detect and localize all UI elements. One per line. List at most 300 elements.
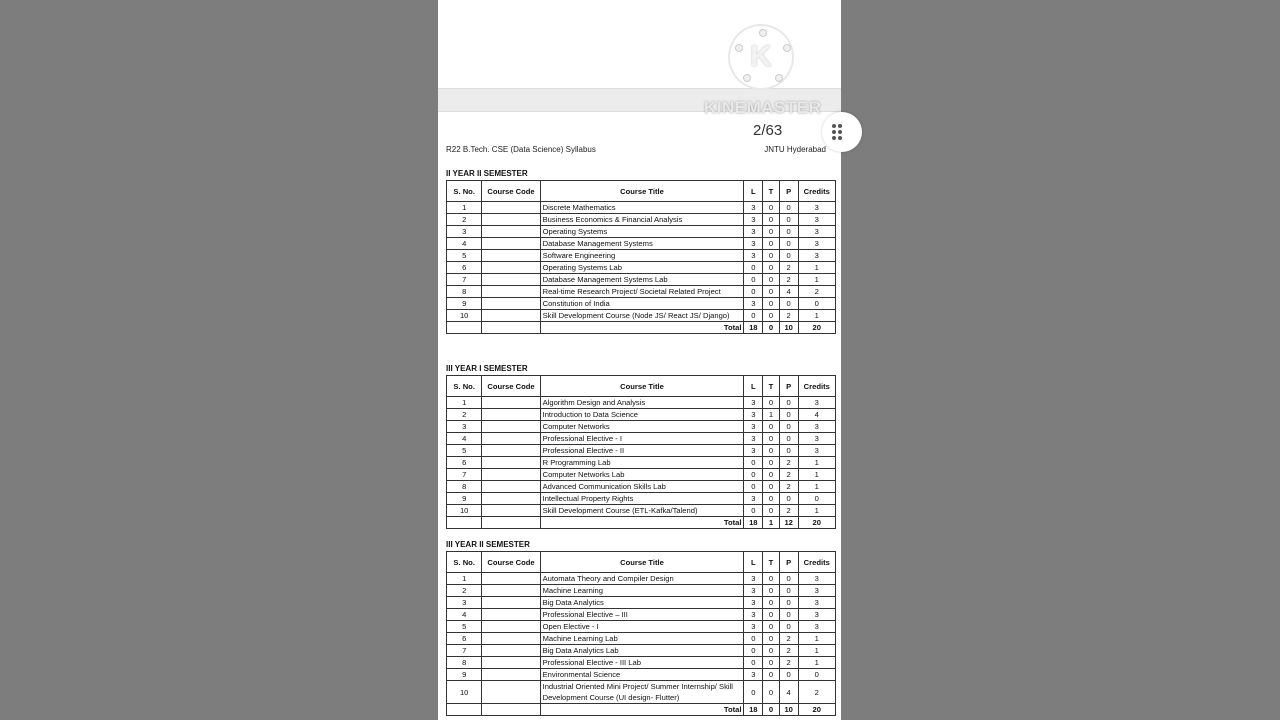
course-table [446,551,836,716]
course-title-cell: Algorithm Design and Analysis [540,397,744,409]
sno-cell: 7 [447,645,482,657]
total-row [447,517,836,529]
total-label: Total [540,704,744,716]
p-cell: 2 [779,274,798,286]
table-row [447,645,836,657]
l-cell: 0 [744,457,763,469]
course-title-cell: Machine Learning [540,585,744,597]
p-cell: 2 [779,310,798,322]
semester-title: II YEAR II SEMESTER [446,169,528,178]
sno-cell: 6 [447,262,482,274]
video-letterbox-right [841,0,1280,720]
t-cell: 0 [763,286,780,298]
t-cell: 0 [763,645,780,657]
credits-cell: 3 [798,433,835,445]
credits-cell: 1 [798,262,835,274]
table-row [447,202,836,214]
total-l: 18 [744,704,763,716]
l-cell: 3 [744,202,763,214]
t-cell: 0 [763,298,780,310]
p-cell: 2 [779,262,798,274]
course-title-cell: Machine Learning Lab [540,633,744,645]
course-code-cell [482,274,540,286]
total-row [447,322,836,334]
t-cell: 0 [763,469,780,481]
t-cell: 0 [763,457,780,469]
credits-cell: 1 [798,481,835,493]
more-dots-icon [832,130,836,134]
course-title-cell: Environmental Science [540,669,744,681]
course-code-header: Course Code [482,552,540,573]
semester-title: III YEAR II SEMESTER [446,540,530,549]
table-row [447,669,836,681]
t-cell: 0 [763,397,780,409]
sno-cell: 5 [447,250,482,262]
table-row [447,433,836,445]
credits-cell: 1 [798,657,835,669]
total-l: 18 [744,322,763,334]
course-title-cell: Operating Systems Lab [540,262,744,274]
l-cell: 0 [744,469,763,481]
course-title-cell: Professional Elective – III [540,609,744,621]
table-row [447,397,836,409]
sno-cell: 7 [447,274,482,286]
t-header: T [763,552,780,573]
table-row [447,505,836,517]
sno-cell: 10 [447,681,482,704]
course-code-cell [482,421,540,433]
course-code-cell [482,573,540,585]
sno-cell: 1 [447,202,482,214]
total-label: Total [540,517,744,529]
p-cell: 2 [779,657,798,669]
course-title-header: Course Title [540,376,744,397]
t-cell: 0 [763,214,780,226]
sno-cell: 2 [447,409,482,421]
course-code-cell [482,681,540,704]
course-title-cell: Automata Theory and Compiler Design [540,573,744,585]
table-row [447,621,836,633]
course-title-cell: Computer Networks [540,421,744,433]
course-code-cell [482,262,540,274]
total-l: 18 [744,517,763,529]
p-cell: 0 [779,433,798,445]
course-title-cell: Software Engineering [540,250,744,262]
course-title-header: Course Title [540,552,744,573]
l-cell: 3 [744,621,763,633]
course-table [446,375,836,529]
table-header-row [447,552,836,573]
l-cell: 3 [744,298,763,310]
course-title-cell: Professional Elective - I [540,433,744,445]
t-header: T [763,376,780,397]
kinemaster-logo-letter: K [750,40,772,73]
l-cell: 3 [744,397,763,409]
sno-cell: 2 [447,214,482,226]
credits-cell: 1 [798,274,835,286]
sno-cell: 4 [447,609,482,621]
l-cell: 0 [744,481,763,493]
total-spacer-cell [447,517,482,529]
total-credits: 20 [798,322,835,334]
course-code-cell [482,202,540,214]
credits-cell: 1 [798,633,835,645]
course-code-cell [482,585,540,597]
table-row [447,445,836,457]
t-cell: 0 [763,262,780,274]
t-cell: 0 [763,445,780,457]
course-code-cell [482,397,540,409]
sno-cell: 8 [447,657,482,669]
l-cell: 3 [744,573,763,585]
p-cell: 2 [779,457,798,469]
course-code-cell [482,250,540,262]
t-cell: 0 [763,633,780,645]
credits-cell: 2 [798,286,835,298]
kinemaster-logo [728,24,794,90]
l-cell: 0 [744,633,763,645]
sno-header: S. No. [447,376,482,397]
total-p: 10 [779,704,798,716]
t-cell: 0 [763,274,780,286]
course-title-cell: Intellectual Property Rights [540,493,744,505]
t-cell: 0 [763,481,780,493]
credits-cell: 3 [798,202,835,214]
credits-cell: 1 [798,469,835,481]
credits-cell: 3 [798,226,835,238]
table-header-row [447,376,836,397]
p-cell: 0 [779,250,798,262]
total-p: 10 [779,322,798,334]
course-title-cell: Skill Development Course (Node JS/ React JS/ Django) [540,310,744,322]
t-cell: 0 [763,250,780,262]
sno-cell: 6 [447,633,482,645]
t-cell: 0 [763,621,780,633]
p-cell: 0 [779,421,798,433]
sno-cell: 9 [447,298,482,310]
credits-cell: 1 [798,310,835,322]
p-cell: 4 [779,681,798,704]
sno-cell: 6 [447,457,482,469]
p-cell: 0 [779,573,798,585]
p-header: P [779,376,798,397]
t-cell: 0 [763,238,780,250]
credits-header: Credits [798,181,835,202]
l-cell: 3 [744,409,763,421]
document-header [446,145,826,154]
course-title-cell: Open Elective - I [540,621,744,633]
sno-cell: 3 [447,226,482,238]
l-cell: 3 [744,433,763,445]
t-cell: 0 [763,681,780,704]
course-title-cell: Real-time Research Project/ Societal Related Project [540,286,744,298]
p-cell: 0 [779,214,798,226]
sno-cell: 8 [447,481,482,493]
credits-cell: 3 [798,609,835,621]
course-code-cell [482,657,540,669]
credits-header: Credits [798,376,835,397]
course-title-cell: Business Economics & Financial Analysis [540,214,744,226]
table-row [447,274,836,286]
course-code-cell [482,597,540,609]
t-cell: 0 [763,609,780,621]
t-cell: 0 [763,669,780,681]
t-cell: 1 [763,409,780,421]
credits-header: Credits [798,552,835,573]
sno-cell: 9 [447,493,482,505]
t-cell: 0 [763,597,780,609]
l-cell: 3 [744,238,763,250]
p-cell: 2 [779,633,798,645]
course-code-cell [482,214,540,226]
sno-cell: 3 [447,421,482,433]
course-code-cell [482,609,540,621]
table-row [447,657,836,669]
p-cell: 2 [779,469,798,481]
course-code-header: Course Code [482,376,540,397]
sno-header: S. No. [447,181,482,202]
sno-cell: 5 [447,445,482,457]
l-cell: 3 [744,493,763,505]
table-row [447,421,836,433]
header-left-text: R22 B.Tech. CSE (Data Science) Syllabus [446,145,596,154]
l-cell: 0 [744,274,763,286]
semester-title: III YEAR I SEMESTER [446,364,528,373]
credits-cell: 2 [798,681,835,704]
page-counter: 2/63 [753,122,783,139]
credits-cell: 3 [798,445,835,457]
course-code-cell [482,226,540,238]
course-code-cell [482,633,540,645]
video-letterbox-left [0,0,438,720]
table-row [447,597,836,609]
p-cell: 2 [779,645,798,657]
table-row [447,262,836,274]
table-row [447,457,836,469]
table-row [447,633,836,645]
total-spacer-cell [447,322,482,334]
course-title-cell: Constitution of India [540,298,744,310]
course-title-cell: Advanced Communication Skills Lab [540,481,744,493]
table-row [447,481,836,493]
table-row [447,298,836,310]
course-code-cell [482,298,540,310]
table-row [447,469,836,481]
course-title-cell: Big Data Analytics [540,597,744,609]
credits-cell: 1 [798,505,835,517]
credits-cell: 4 [798,409,835,421]
course-code-cell [482,669,540,681]
course-code-cell [482,493,540,505]
t-cell: 0 [763,657,780,669]
t-cell: 0 [763,226,780,238]
credits-cell: 0 [798,669,835,681]
l-cell: 3 [744,585,763,597]
course-code-cell [482,621,540,633]
course-code-cell [482,286,540,298]
course-code-cell [482,505,540,517]
course-title-cell: Professional Elective - II [540,445,744,457]
sno-cell: 9 [447,669,482,681]
course-title-cell: Computer Networks Lab [540,469,744,481]
course-title-cell: Operating Systems [540,226,744,238]
sno-header: S. No. [447,552,482,573]
course-code-cell [482,481,540,493]
total-spacer-cell [447,704,482,716]
more-dots-icon [832,136,836,140]
l-cell: 0 [744,645,763,657]
sno-cell: 7 [447,469,482,481]
l-cell: 0 [744,262,763,274]
credits-cell: 3 [798,597,835,609]
kinemaster-watermark: KINEMASTER [704,98,822,117]
p-cell: 0 [779,409,798,421]
p-cell: 0 [779,298,798,310]
total-spacer-cell [482,517,540,529]
sno-cell: 1 [447,397,482,409]
credits-cell: 3 [798,397,835,409]
course-code-cell [482,445,540,457]
sno-cell: 1 [447,573,482,585]
table-row [447,493,836,505]
p-cell: 0 [779,585,798,597]
p-cell: 0 [779,609,798,621]
more-dots-icon [838,130,842,134]
credits-cell: 1 [798,645,835,657]
p-cell: 0 [779,493,798,505]
total-p: 12 [779,517,798,529]
sno-cell: 2 [447,585,482,597]
credits-cell: 0 [798,298,835,310]
credits-cell: 3 [798,621,835,633]
course-title-cell: R Programming Lab [540,457,744,469]
credits-cell: 3 [798,214,835,226]
l-cell: 0 [744,310,763,322]
table-row [447,226,836,238]
p-cell: 0 [779,202,798,214]
t-cell: 0 [763,573,780,585]
header-right-text: JNTU Hyderabad [764,145,826,154]
credits-cell: 1 [798,457,835,469]
course-title-cell: Database Management Systems Lab [540,274,744,286]
course-title-cell: Industrial Oriented Mini Project/ Summer Internship/ Skill Development Course (UI design- Flutter) [540,681,744,704]
p-header: P [779,181,798,202]
logo-dot [775,74,783,82]
table-row [447,310,836,322]
course-table [446,180,836,334]
course-title-cell: Skill Development Course (ETL-Kafka/Talend) [540,505,744,517]
l-header: L [744,552,763,573]
table-row [447,250,836,262]
l-cell: 3 [744,421,763,433]
table-row [447,286,836,298]
sno-cell: 4 [447,433,482,445]
sno-cell: 8 [447,286,482,298]
t-cell: 0 [763,433,780,445]
sno-cell: 3 [447,597,482,609]
logo-dot [743,74,751,82]
total-t: 0 [763,704,780,716]
l-cell: 3 [744,445,763,457]
p-cell: 0 [779,445,798,457]
course-code-cell [482,409,540,421]
credits-cell: 3 [798,238,835,250]
l-cell: 0 [744,505,763,517]
t-cell: 0 [763,493,780,505]
l-cell: 3 [744,669,763,681]
table-row [447,609,836,621]
p-cell: 2 [779,481,798,493]
more-options-button[interactable] [822,112,862,152]
l-cell: 3 [744,226,763,238]
credits-cell: 3 [798,421,835,433]
more-dots-icon [832,124,836,128]
l-cell: 3 [744,609,763,621]
total-row [447,704,836,716]
sno-cell: 5 [447,621,482,633]
table-row [447,238,836,250]
total-credits: 20 [798,517,835,529]
credits-cell: 0 [798,493,835,505]
table-row [447,585,836,597]
p-header: P [779,552,798,573]
course-code-cell [482,433,540,445]
t-cell: 0 [763,421,780,433]
course-title-cell: Database Management Systems [540,238,744,250]
sno-cell: 10 [447,310,482,322]
course-code-cell [482,457,540,469]
l-cell: 0 [744,286,763,298]
logo-dot [759,29,767,37]
p-cell: 4 [779,286,798,298]
course-title-cell: Introduction to Data Science [540,409,744,421]
course-code-header: Course Code [482,181,540,202]
t-header: T [763,181,780,202]
total-label: Total [540,322,744,334]
credits-cell: 3 [798,585,835,597]
table-header-row [447,181,836,202]
course-code-cell [482,645,540,657]
table-row [447,214,836,226]
p-cell: 0 [779,669,798,681]
more-dots-icon [838,136,842,140]
p-cell: 0 [779,621,798,633]
p-cell: 2 [779,505,798,517]
course-title-cell: Professional Elective - III Lab [540,657,744,669]
logo-dot [735,44,743,52]
total-t: 0 [763,322,780,334]
more-dots-icon [838,124,842,128]
p-cell: 0 [779,397,798,409]
l-header: L [744,376,763,397]
course-title-cell: Discrete Mathematics [540,202,744,214]
t-cell: 0 [763,505,780,517]
sno-cell: 10 [447,505,482,517]
total-credits: 20 [798,704,835,716]
l-cell: 3 [744,214,763,226]
l-cell: 3 [744,250,763,262]
course-title-header: Course Title [540,181,744,202]
table-row [447,573,836,585]
total-spacer-cell [482,322,540,334]
l-cell: 3 [744,597,763,609]
p-cell: 0 [779,597,798,609]
course-code-cell [482,238,540,250]
credits-cell: 3 [798,250,835,262]
total-t: 1 [763,517,780,529]
table-row [447,409,836,421]
p-cell: 0 [779,238,798,250]
